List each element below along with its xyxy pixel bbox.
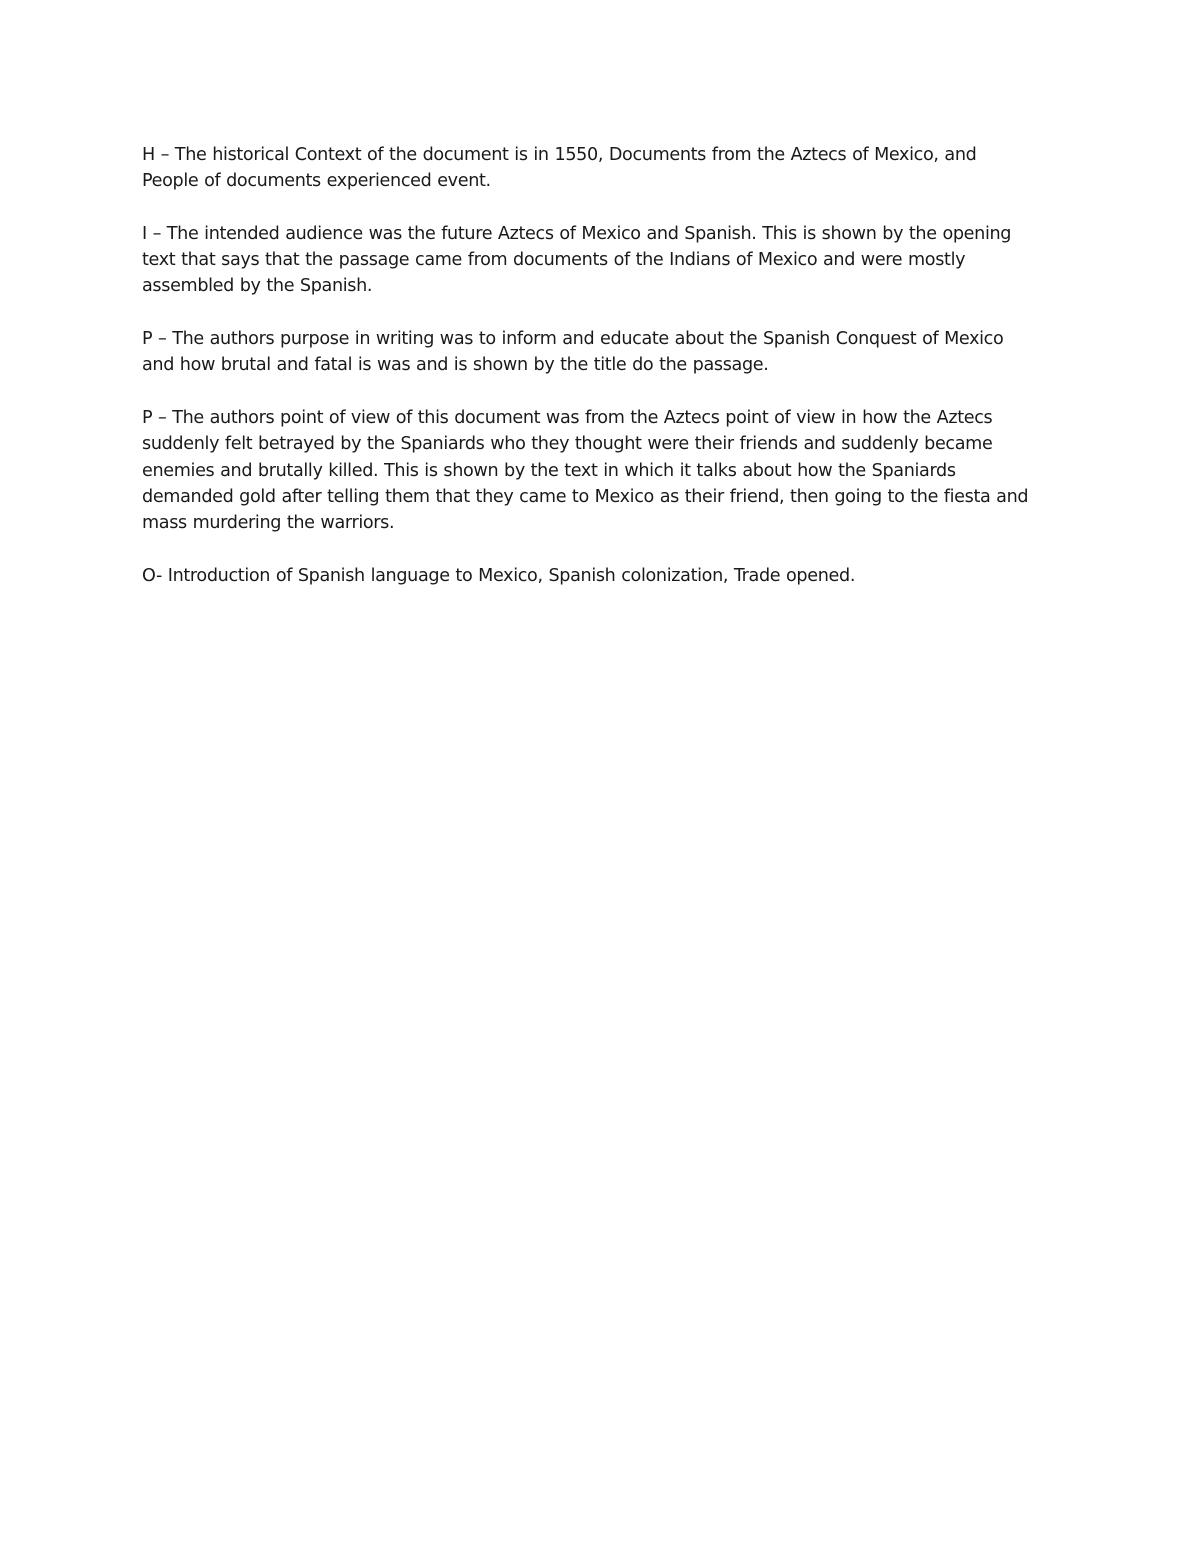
- text-line: O- Introduction of Spanish language to Mexico, Spanish colonization, Trade opened.: [142, 565, 856, 586]
- text-line: I – The intended audience was the future Aztecs of Mexico and Spanish. This is shown by the opening: [142, 223, 1012, 244]
- paragraph-intended-audience: [142, 221, 1062, 300]
- paragraph-point-of-view: [142, 405, 1062, 536]
- paragraph-purpose: [142, 326, 1062, 379]
- text-line: demanded gold after telling them that they came to Mexico as their friend, then going to the fiesta and: [142, 486, 1029, 507]
- text-line: and how brutal and fatal is was and is shown by the title do the passage.: [142, 355, 769, 376]
- text-line: enemies and brutally killed. This is shown by the text in which it talks about how the Spaniards: [142, 460, 956, 481]
- text-line: P – The authors point of view of this document was from the Aztecs point of view in how the Aztecs: [142, 407, 993, 428]
- text-line: H – The historical Context of the document is in 1550, Documents from the Aztecs of Mexico, and: [142, 145, 977, 165]
- text-line: text that says that the passage came from documents of the Indians of Mexico and were mostly: [142, 250, 966, 271]
- text-line: People of documents experienced event.: [142, 171, 491, 192]
- paragraph-outcome: [142, 563, 1062, 589]
- text-line: suddenly felt betrayed by the Spaniards who they thought were their friends and suddenly became: [142, 434, 993, 455]
- paragraph-historical-context: [142, 142, 1062, 195]
- text-line: assembled by the Spanish.: [142, 276, 373, 297]
- text-line: P – The authors purpose in writing was to inform and educate about the Spanish Conquest of Mexico: [142, 329, 1004, 350]
- text-line: mass murdering the warriors.: [142, 513, 395, 534]
- document-body: [142, 142, 1062, 615]
